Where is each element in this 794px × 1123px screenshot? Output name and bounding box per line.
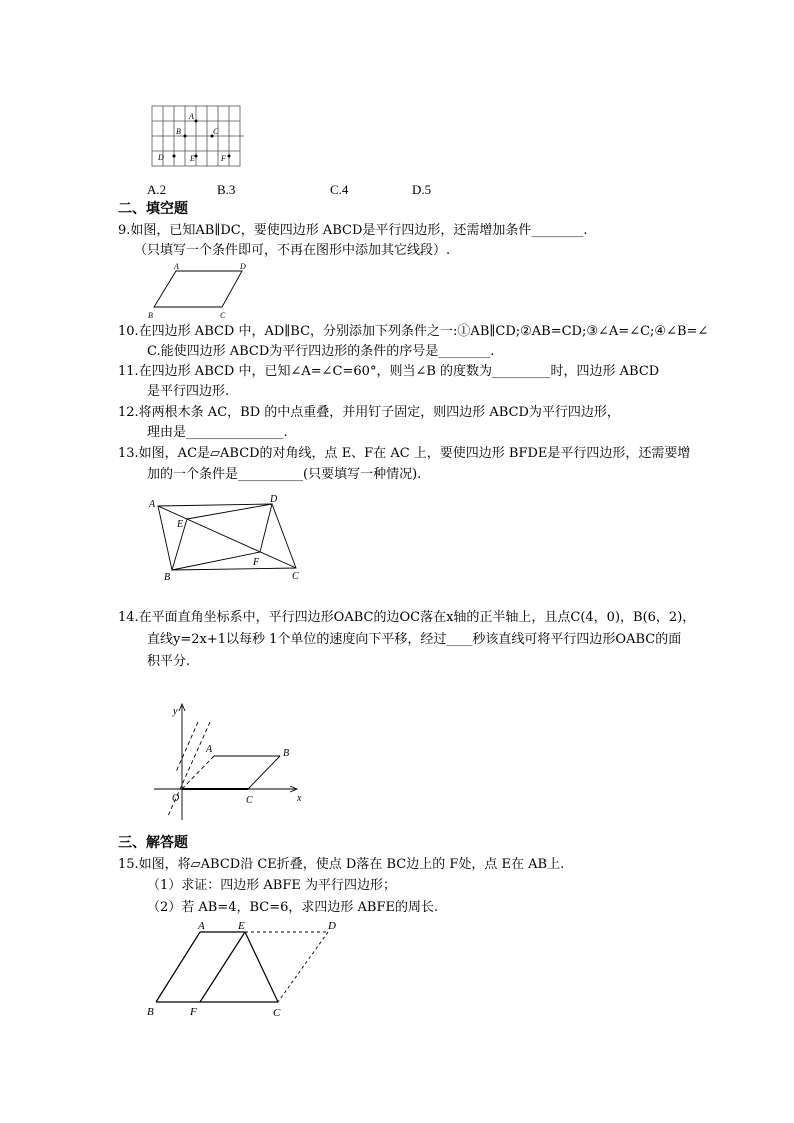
q13-label-a: A — [149, 499, 156, 510]
q15-label-e: E — [238, 920, 245, 932]
q15-label-c: C — [273, 1007, 281, 1019]
q8-choice-c: C.4 — [330, 182, 349, 197]
q14-line1: 14.在平面直角坐标系中，平行四边形OABC的边OC落在x轴的正半轴上，且点C(4，0)，B(6，2)， — [118, 610, 696, 625]
q8-label-f: F — [221, 154, 226, 163]
q14-label-b: B — [283, 748, 290, 759]
q10-line2: C.能使四边形 ABCD为平行四边形的条件的序号是________. — [147, 344, 495, 359]
q8-label-d: D — [158, 153, 164, 162]
q9-label-c: C — [220, 311, 226, 320]
q14-line3: 积平分. — [147, 654, 191, 669]
q11-line2: 是平行四边形. — [147, 384, 230, 399]
q14-label-x: x — [297, 793, 302, 804]
q12-line1: 12.将两根木条 AC，BD 的中点重叠，并用钉子固定，则四边形 ABCD为平行四边形， — [118, 405, 620, 420]
q13-line2: 加的一个条件是__________(只要填写一种情况). — [147, 467, 422, 482]
q15-line2: （1）求证：四边形 ABFE 为平行四边形； — [147, 878, 396, 893]
q8-choice-d: D.5 — [412, 182, 432, 197]
q13-label-e: E — [177, 519, 184, 530]
q8-choice-a: A.2 — [147, 182, 167, 197]
q8-label-e: E — [190, 154, 195, 163]
q15-line1: 15.如图，将▱ABCD沿 CE折叠，使点 D落在 BC边上的 F处，点 E在 AB上. — [118, 857, 565, 872]
q9-line1: 9.如图，已知AB∥DC，要使四边形 ABCD是平行四边形，还需增加条件________. — [118, 223, 588, 238]
q14-line2: 直线y=2x+1以每秒 1个单位的速度向下平移，经过____秒该直线可将平行四边形OABC的面 — [147, 632, 682, 647]
q13-parallelogram-figure — [146, 490, 310, 582]
q8-choice-b: B.3 — [217, 182, 236, 197]
q13-label-b: B — [164, 572, 171, 582]
q9-line2: （只填写一个条件即可，不再在图形中添加其它线段）. — [134, 243, 451, 258]
q15-line3: （2）若 AB=4，BC=6，求四边形 ABFE的周长. — [147, 900, 439, 915]
q14-label-a: A — [206, 744, 213, 755]
section2-title: 二、填空题 — [118, 201, 188, 217]
q13-label-d: D — [270, 494, 278, 505]
q9-label-a: A — [174, 262, 179, 271]
q11-line1: 11.在四边形 ABCD 中，已知∠A=∠C=60°，则当∠B 的度数为_________时，四边形 ABCD — [118, 364, 660, 379]
q14-label-y: y — [173, 706, 178, 717]
q13-label-c: C — [292, 571, 299, 582]
q13-label-f: F — [253, 557, 260, 568]
q15-label-d: D — [328, 920, 336, 932]
q12-line2: 理由是_______________. — [147, 425, 288, 440]
q9-parallelogram-figure — [146, 261, 256, 321]
q14-label-c: C — [246, 795, 253, 806]
q8-label-c: C — [213, 127, 219, 136]
q15-label-f: F — [190, 1006, 197, 1018]
q15-fold-figure — [142, 916, 347, 1020]
q14-coordinate-figure — [150, 700, 310, 822]
q13-line1: 13.如图，AC是▱ABCD的对角线，点 E、F在 AC 上，要使四边形 BFDE是平行四边形，还需要增 — [118, 446, 691, 461]
q9-label-b: B — [148, 311, 153, 320]
q14-label-o: O — [172, 793, 180, 804]
q15-label-a: A — [198, 920, 205, 932]
q8-grid-figure — [148, 104, 248, 170]
q8-label-b: B — [176, 127, 181, 136]
q15-label-b: B — [147, 1006, 154, 1018]
section3-title: 三、解答题 — [118, 835, 188, 851]
q9-label-d: D — [240, 262, 246, 271]
q8-label-a: A — [189, 112, 194, 121]
q10-line1: 10.在四边形 ABCD 中，AD∥BC，分别添加下列条件之一:①AB∥CD;②AB=CD;③∠A=∠C;④∠B=∠ — [118, 324, 709, 339]
